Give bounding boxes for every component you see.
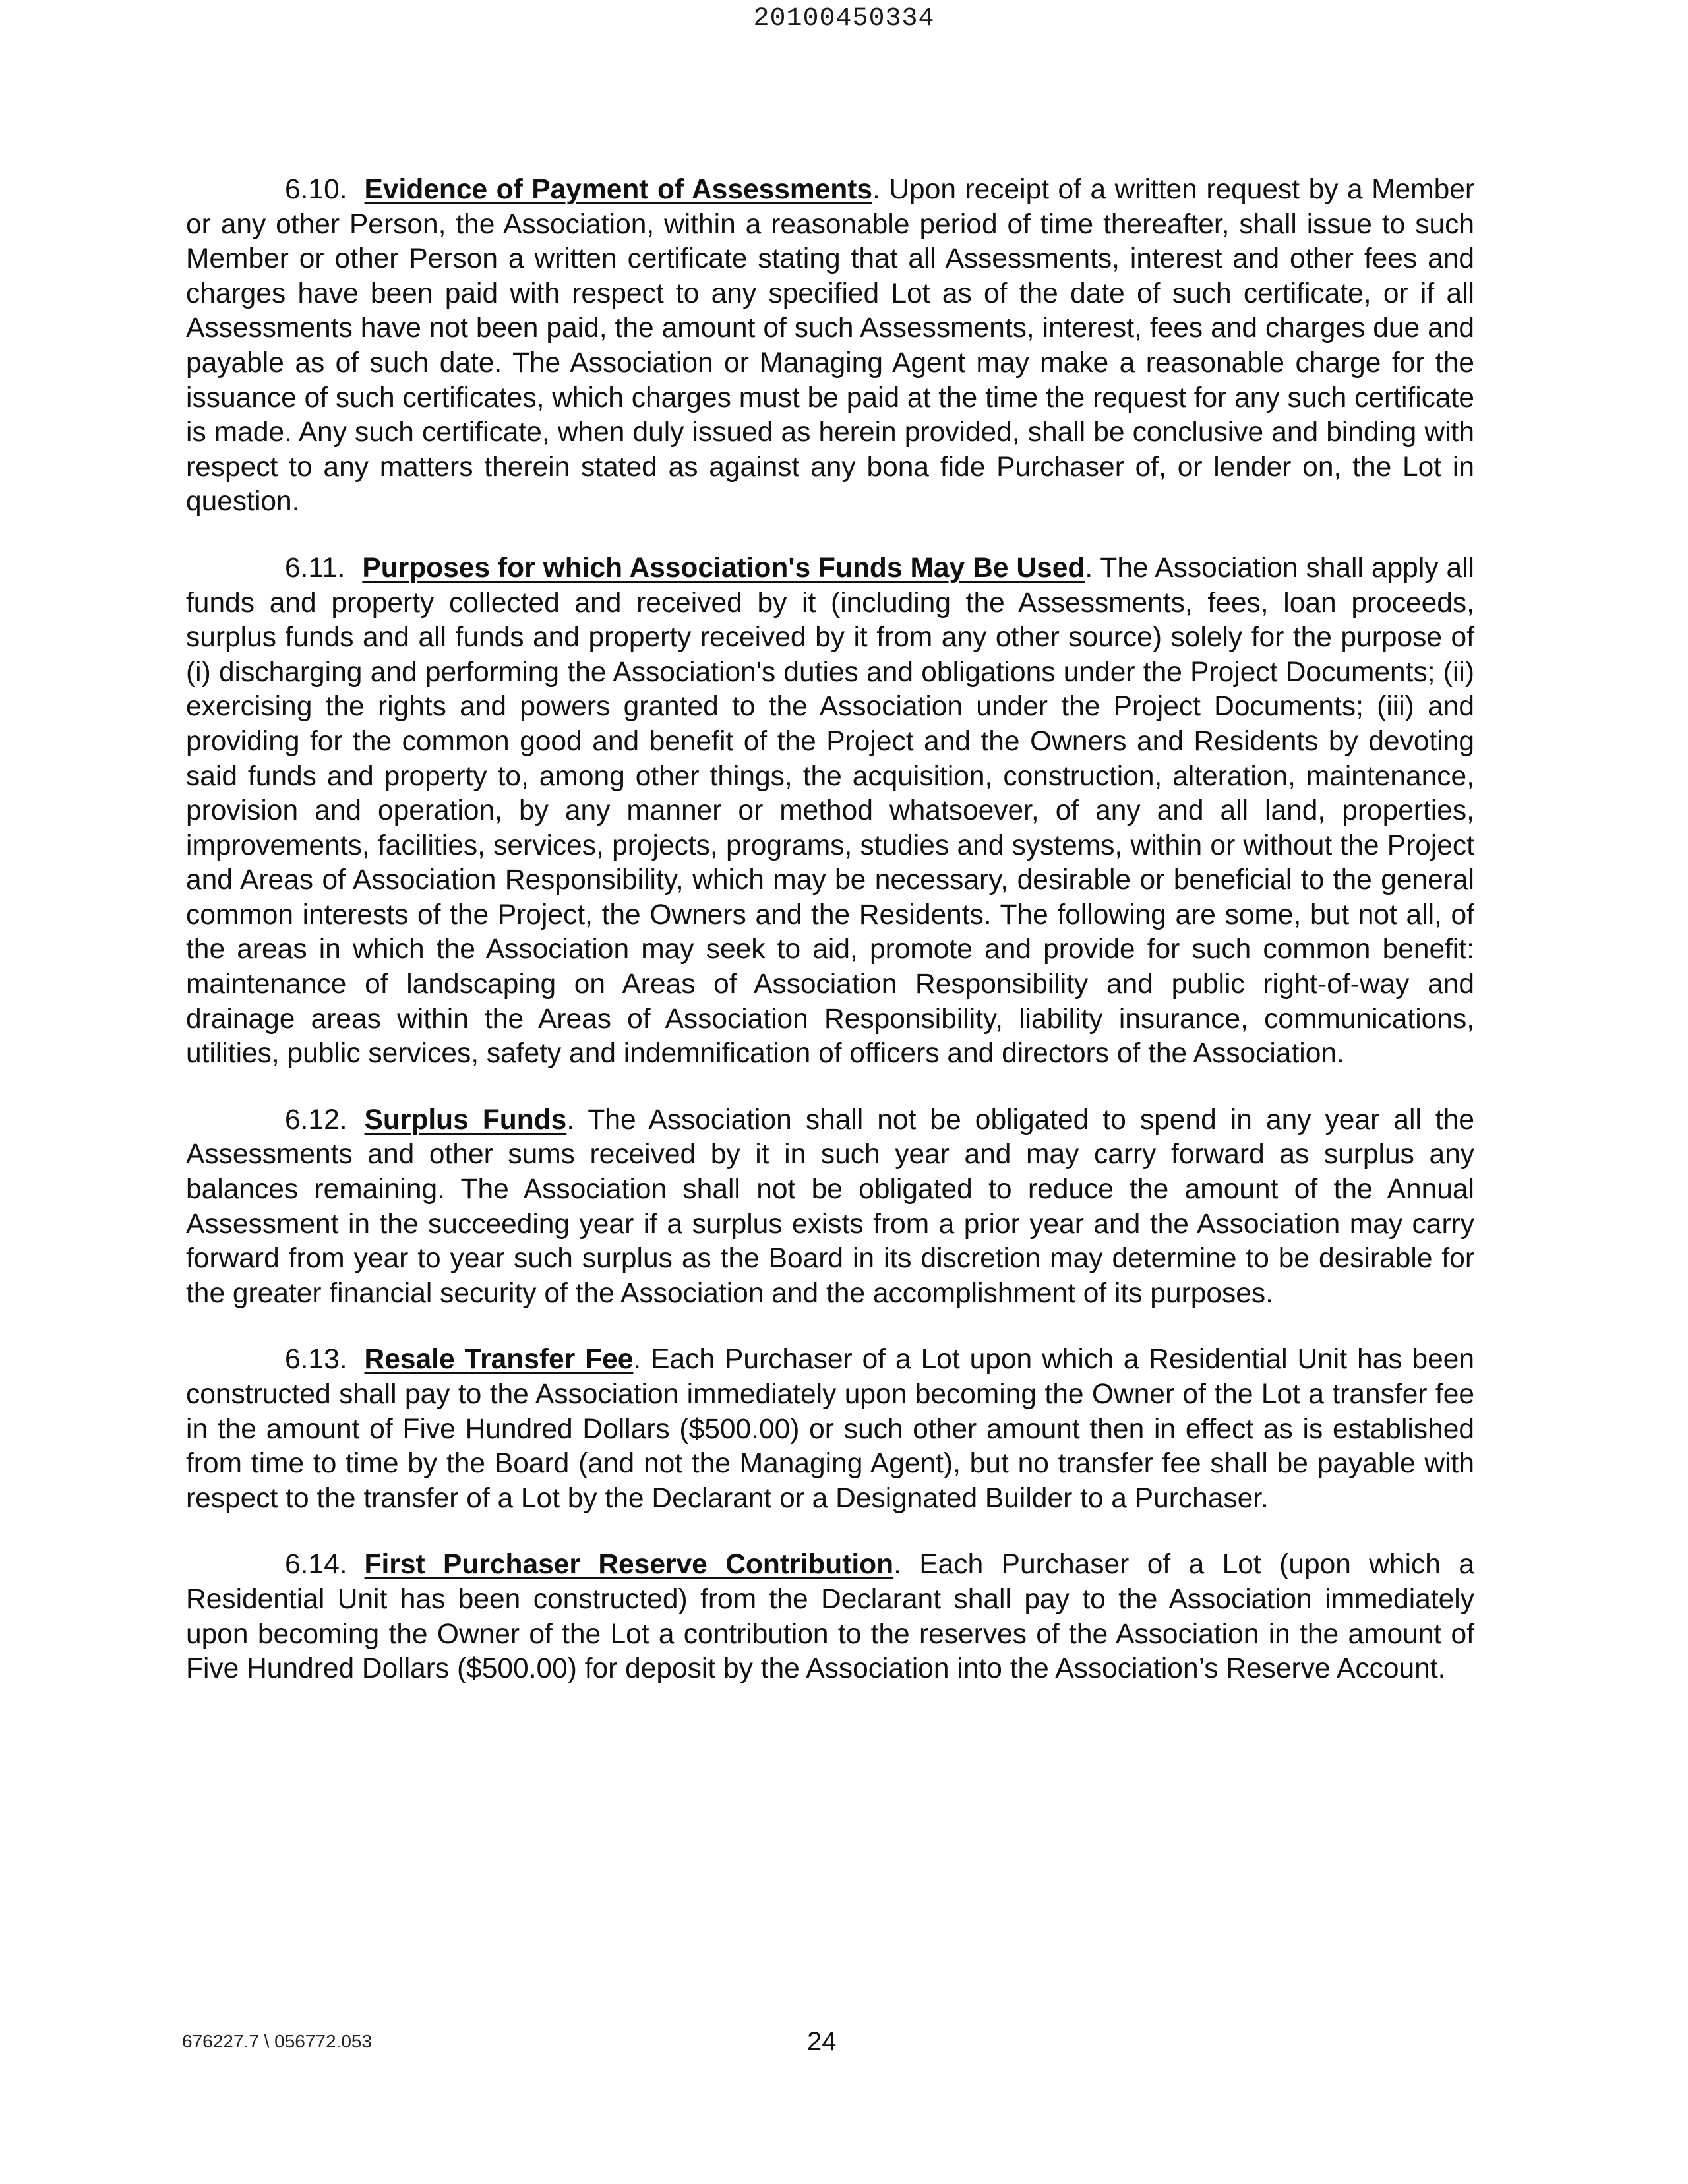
footer-document-code: 676227.7 \ 056772.053 (182, 2031, 373, 2051)
section-6-13 (186, 1343, 1474, 1516)
section-text: . The Association shall not be obligated to spend in any year all the Assessments and other sums received by it in such year and may carry forward as surplus any balances remaining. The Association shall not be obligated to reduce the amount of the Annual Assessment in the succeeding year if a surplus exists from a prior year and the Association may carry forward from year to year such surplus as the Board in its discretion may determine to be desirable for the greater financial security of the Association and the accomplishment of its purposes. (186, 1104, 1474, 1309)
page-number: 24 (807, 2027, 837, 2056)
section-number: 6.10. (285, 174, 347, 205)
section-6-10 (186, 173, 1474, 520)
section-text: . Upon receipt of a written request by a Member or any other Person, the Association, within a reasonable period of time thereafter, shall issue to such Member or other Person a written certificate stating that all Assessments, interest and other fees and charges have been paid with respect to any specified Lot as of the date of such certificate, or if all Assessments have not been paid, the amount of such Assessments, interest, fees and charges due and payable as of such date. The Association or Managing Agent may make a reasonable charge for the issuance of such certificates, which charges must be paid at the time the request for any such certificate is made. Any such certificate, when duly issued as herein provided, shall be conclusive and binding with respect to any matters therein stated as against any bona fide Purchaser of, or lender on, the Lot in question. (186, 174, 1474, 518)
section-6-11 (186, 551, 1474, 1072)
section-title: Purposes for which Association's Funds May Be Used (362, 552, 1085, 584)
section-number: 6.14. (285, 1549, 347, 1581)
section-text: . Each Purchaser of a Lot upon which a Residential Unit has been constructed shall pay to the Association immediately upon becoming the Owner of the Lot a transfer fee in the amount of Five Hundred Dollars ($500.00) or such other amount then in effect as is established from time to time by the Board (and not the Managing Agent), but no transfer fee shall be payable with respect to the transfer of a Lot by the Declarant or a Designated Builder to a Purchaser. (186, 1344, 1474, 1514)
section-title: Surplus Funds (364, 1104, 567, 1136)
section-title: Evidence of Payment of Assessments (364, 174, 873, 205)
section-6-12 (186, 1103, 1474, 1312)
section-text: . The Association shall apply all funds and property collected and received by it (including the Assessments, fees, loan proceeds, surplus funds and all funds and property received by it from any other source) solely for the purpose of (i) discharging and performing the Association's duties and obligations under the Project Documents; (ii) exercising the rights and powers granted to the Association under the Project Documents; (iii) and providing for the common good and benefit of the Project and the Owners and Residents by devoting said funds and property to, among other things, the acquisition, construction, alteration, maintenance, provision and operation, by any manner or method whatsoever, of any and all land, properties, improvements, facilities, services, projects, programs, studies and systems, within or without the Project and Areas of Association Responsibility, which may be necessary, desirable or beneficial to the general common interests of the Project, the Owners and the Residents. The following are some, but not all, of the areas in which the Association may seek to aid, promote and provide for such common benefit: maintenance of landscaping on Areas of Association Responsibility and public right-of-way and drainage areas within the Areas of Association Responsibility, liability insurance, communications, utilities, public services, safety and indemnification of officers and directors of the Association. (186, 552, 1475, 1070)
section-number: 6.11. (285, 552, 346, 584)
document-number: 20100450334 (753, 4, 935, 34)
section-number: 6.13. (285, 1344, 347, 1376)
section-title: First Purchaser Reserve Contribution (364, 1549, 894, 1581)
section-title: Resale Transfer Fee (364, 1344, 634, 1376)
section-number: 6.12. (285, 1104, 347, 1136)
section-text: . Each Purchaser of a Lot (upon which a Residential Unit has been constructed) from the Declarant shall pay to the Association immediately upon becoming the Owner of the Lot a contribution to the reserves of the Association in the amount of Five Hundred Dollars ($500.00) for deposit by the Association into the Association’s Reserve Account. (186, 1549, 1474, 1685)
document-body (186, 173, 1474, 1718)
section-6-14 (186, 1548, 1474, 1686)
